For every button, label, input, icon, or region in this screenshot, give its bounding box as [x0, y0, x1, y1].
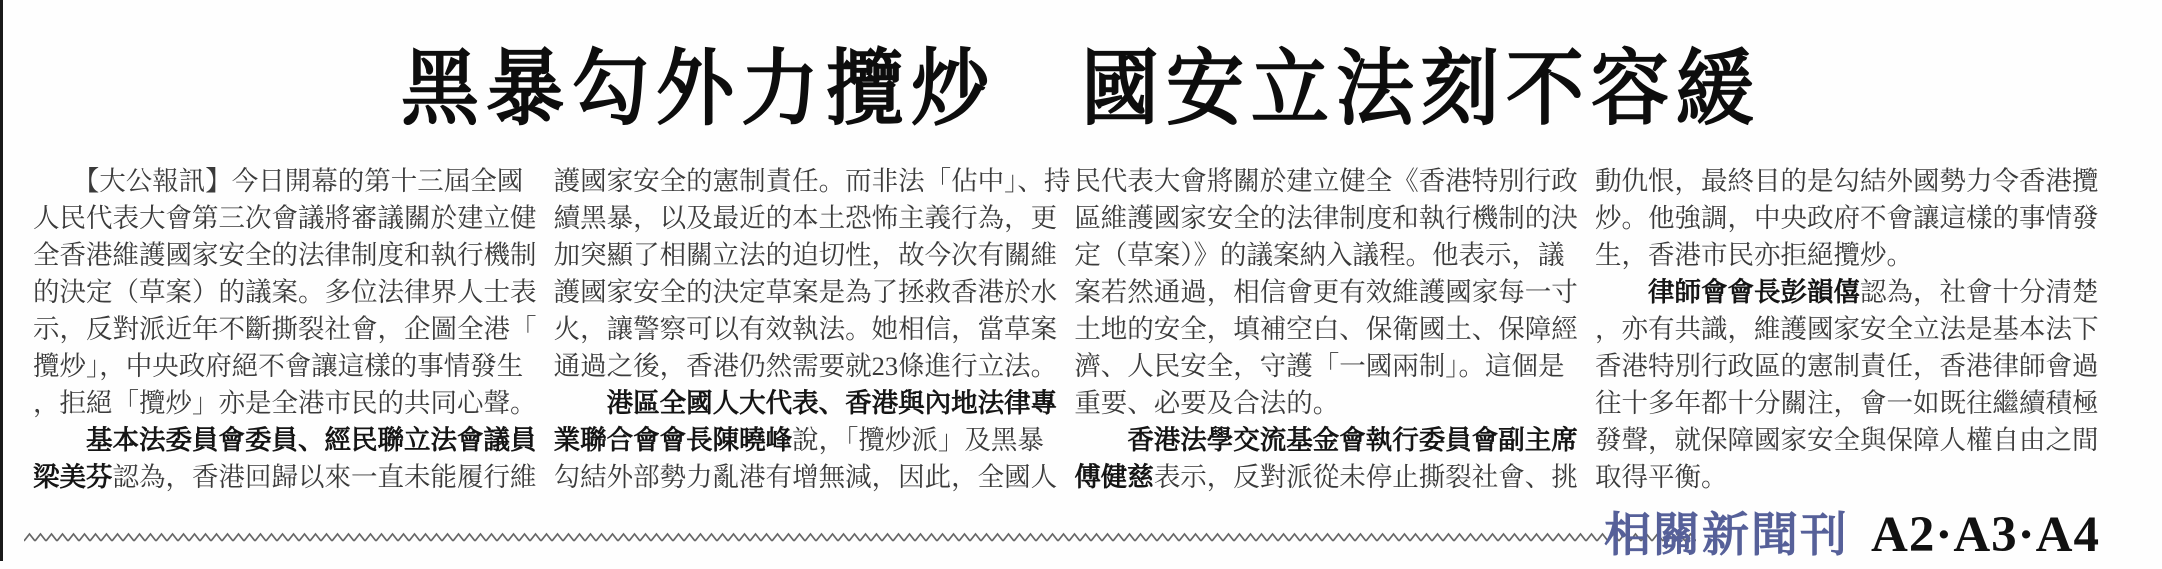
text-line	[553, 163, 1071, 200]
body-text: ，拒絕「攬炒」亦是全港市民的共同心聲。	[33, 388, 537, 418]
text-line	[1074, 459, 1579, 496]
text-line	[1074, 200, 1579, 237]
text-line	[33, 274, 538, 311]
body-text	[1595, 277, 1648, 307]
text-line	[554, 422, 1059, 459]
text-line	[1595, 348, 2100, 385]
body-text: 定（草案）》的議案納入議程。他表示，議	[1074, 240, 1565, 270]
speaker-name-bold: 律師會會長彭韻僖	[1647, 277, 1860, 307]
body-text: 通過之後，香港仍然需要就23條進行立法。	[553, 351, 1058, 381]
body-text: 土地的安全，填補空白、保衛國土、保障經	[1074, 314, 1578, 344]
text-line	[554, 385, 1059, 422]
body-text: 【大公報訊】今日開幕的第十三屆全國	[33, 166, 524, 196]
text-line	[33, 200, 538, 237]
body-text: 續黑暴，以及最近的本土恐怖主義行為，更	[553, 203, 1058, 233]
text-line	[1074, 348, 1579, 385]
article-headline: 黑暴勾外力攬炒 國安立法刻不容緩	[400, 41, 1761, 135]
text-line	[33, 348, 538, 385]
body-text: ，亦有共識，維護國家安全立法是基本法下	[1594, 314, 2099, 344]
text-line	[33, 311, 538, 348]
text-line	[554, 274, 1059, 311]
body-text: 加突顯了相關立法的迫切性，故今次有關維	[553, 240, 1058, 270]
speaker-name-bold: 基本法委員會委員、經民聯立法會議員	[86, 425, 537, 455]
body-text: 攬炒」，中央政府絕不會讓這樣的事情發生	[33, 351, 524, 381]
body-text: 炒。他強調，中央政府不會讓這樣的事情發	[1594, 203, 2099, 233]
body-text: 認為，香港回歸以來一直未能履行維	[112, 462, 537, 492]
body-text: 護國家安全的憲制責任。而非法「佔中」、持	[553, 166, 1071, 196]
article-body-columns	[33, 163, 2100, 496]
body-text: 濟、人民安全，守護「一國兩制」。這個是	[1074, 351, 1565, 381]
speaker-name-bold: 傅健慈	[1074, 462, 1154, 492]
text-line	[33, 459, 538, 496]
body-text: 表示，反對派從未停止撕裂社會、挑	[1153, 462, 1578, 492]
body-text: 區維護國家安全的法律制度和執行機制的決	[1074, 203, 1578, 233]
article-column	[553, 163, 1071, 496]
text-line	[1074, 237, 1579, 274]
speaker-name-bold: 業聯合會會長陳曉峰	[553, 425, 793, 455]
text-line	[1074, 385, 1579, 422]
text-line	[554, 200, 1059, 237]
body-text: 人民代表大會第三次會議將審議關於建立健	[33, 203, 537, 233]
body-text: 火，讓警察可以有效執法。她相信，當草案	[553, 314, 1058, 344]
body-text: 取得平衡。	[1594, 462, 1728, 492]
body-text: 往十多年都十分關注，會一如既往繼續積極	[1594, 388, 2099, 418]
body-text: 生，香港市民亦拒絕攬炒。	[1594, 240, 1913, 270]
text-line	[1595, 422, 2100, 459]
text-line	[1595, 274, 2100, 311]
text-line	[1595, 311, 2100, 348]
body-text: 的決定（草案）的議案。多位法律界人士表	[33, 277, 537, 307]
body-text: 民代表大會將關於建立健全《香港特別行政	[1074, 166, 1578, 196]
body-text: 重要、必要及合法的。	[1074, 388, 1340, 418]
speaker-name-bold: 香港法學交流基金會執行委員會副主席	[1127, 425, 1578, 455]
body-text: 全香港維護國家安全的法律制度和執行機制	[33, 240, 537, 270]
text-line	[1595, 385, 2100, 422]
text-line	[554, 237, 1059, 274]
article-column	[33, 163, 538, 496]
text-line	[1074, 311, 1579, 348]
related-news-footer	[1604, 498, 2100, 565]
text-line	[1595, 459, 2100, 496]
body-text: 案若然通過，相信會更有效維護國家每一寸	[1074, 277, 1578, 307]
text-line	[1074, 422, 1579, 459]
related-news-label: 相關新聞刊	[1603, 510, 1849, 562]
speaker-name-bold: 梁美芬	[33, 462, 113, 492]
text-line	[554, 311, 1059, 348]
body-text: 勾結外部勢力亂港有增無減，因此，全國人	[553, 462, 1058, 492]
text-line	[33, 385, 538, 422]
body-text	[33, 425, 86, 455]
body-text	[554, 388, 607, 418]
body-text: 發聲，就保障國家安全與保障人權自由之間	[1594, 425, 2099, 455]
text-line	[33, 163, 538, 200]
body-text: 香港特別行政區的憲制責任，香港律師會過	[1594, 351, 2099, 381]
speaker-name-bold: 港區全國人大代表、香港與內地法律專	[606, 388, 1058, 418]
body-text: 示，反對派近年不斷撕裂社會，企圖全港「	[33, 314, 537, 344]
article-column	[1074, 163, 1579, 496]
body-text: 認為，社會十分清楚	[1859, 277, 2099, 307]
text-line	[33, 422, 538, 459]
text-line	[1595, 163, 2100, 200]
text-line	[1595, 200, 2100, 237]
text-line	[554, 348, 1059, 385]
text-line	[1595, 237, 2100, 274]
body-text: 說，「攬炒派」及黑暴	[792, 425, 1044, 455]
related-pages-numbers: A2·A3·A4	[1870, 507, 2100, 563]
body-text	[1074, 425, 1127, 455]
body-text: 護國家安全的決定草案是為了拯救香港於水	[553, 277, 1058, 307]
body-text: 動仇恨，最終目的是勾結外國勢力令香港攬	[1594, 166, 2099, 196]
text-line	[33, 237, 538, 274]
article-column	[1595, 163, 2100, 496]
wavy-divider-line	[24, 531, 1696, 544]
text-line	[1074, 274, 1579, 311]
text-line	[554, 459, 1059, 496]
text-line	[1074, 163, 1579, 200]
